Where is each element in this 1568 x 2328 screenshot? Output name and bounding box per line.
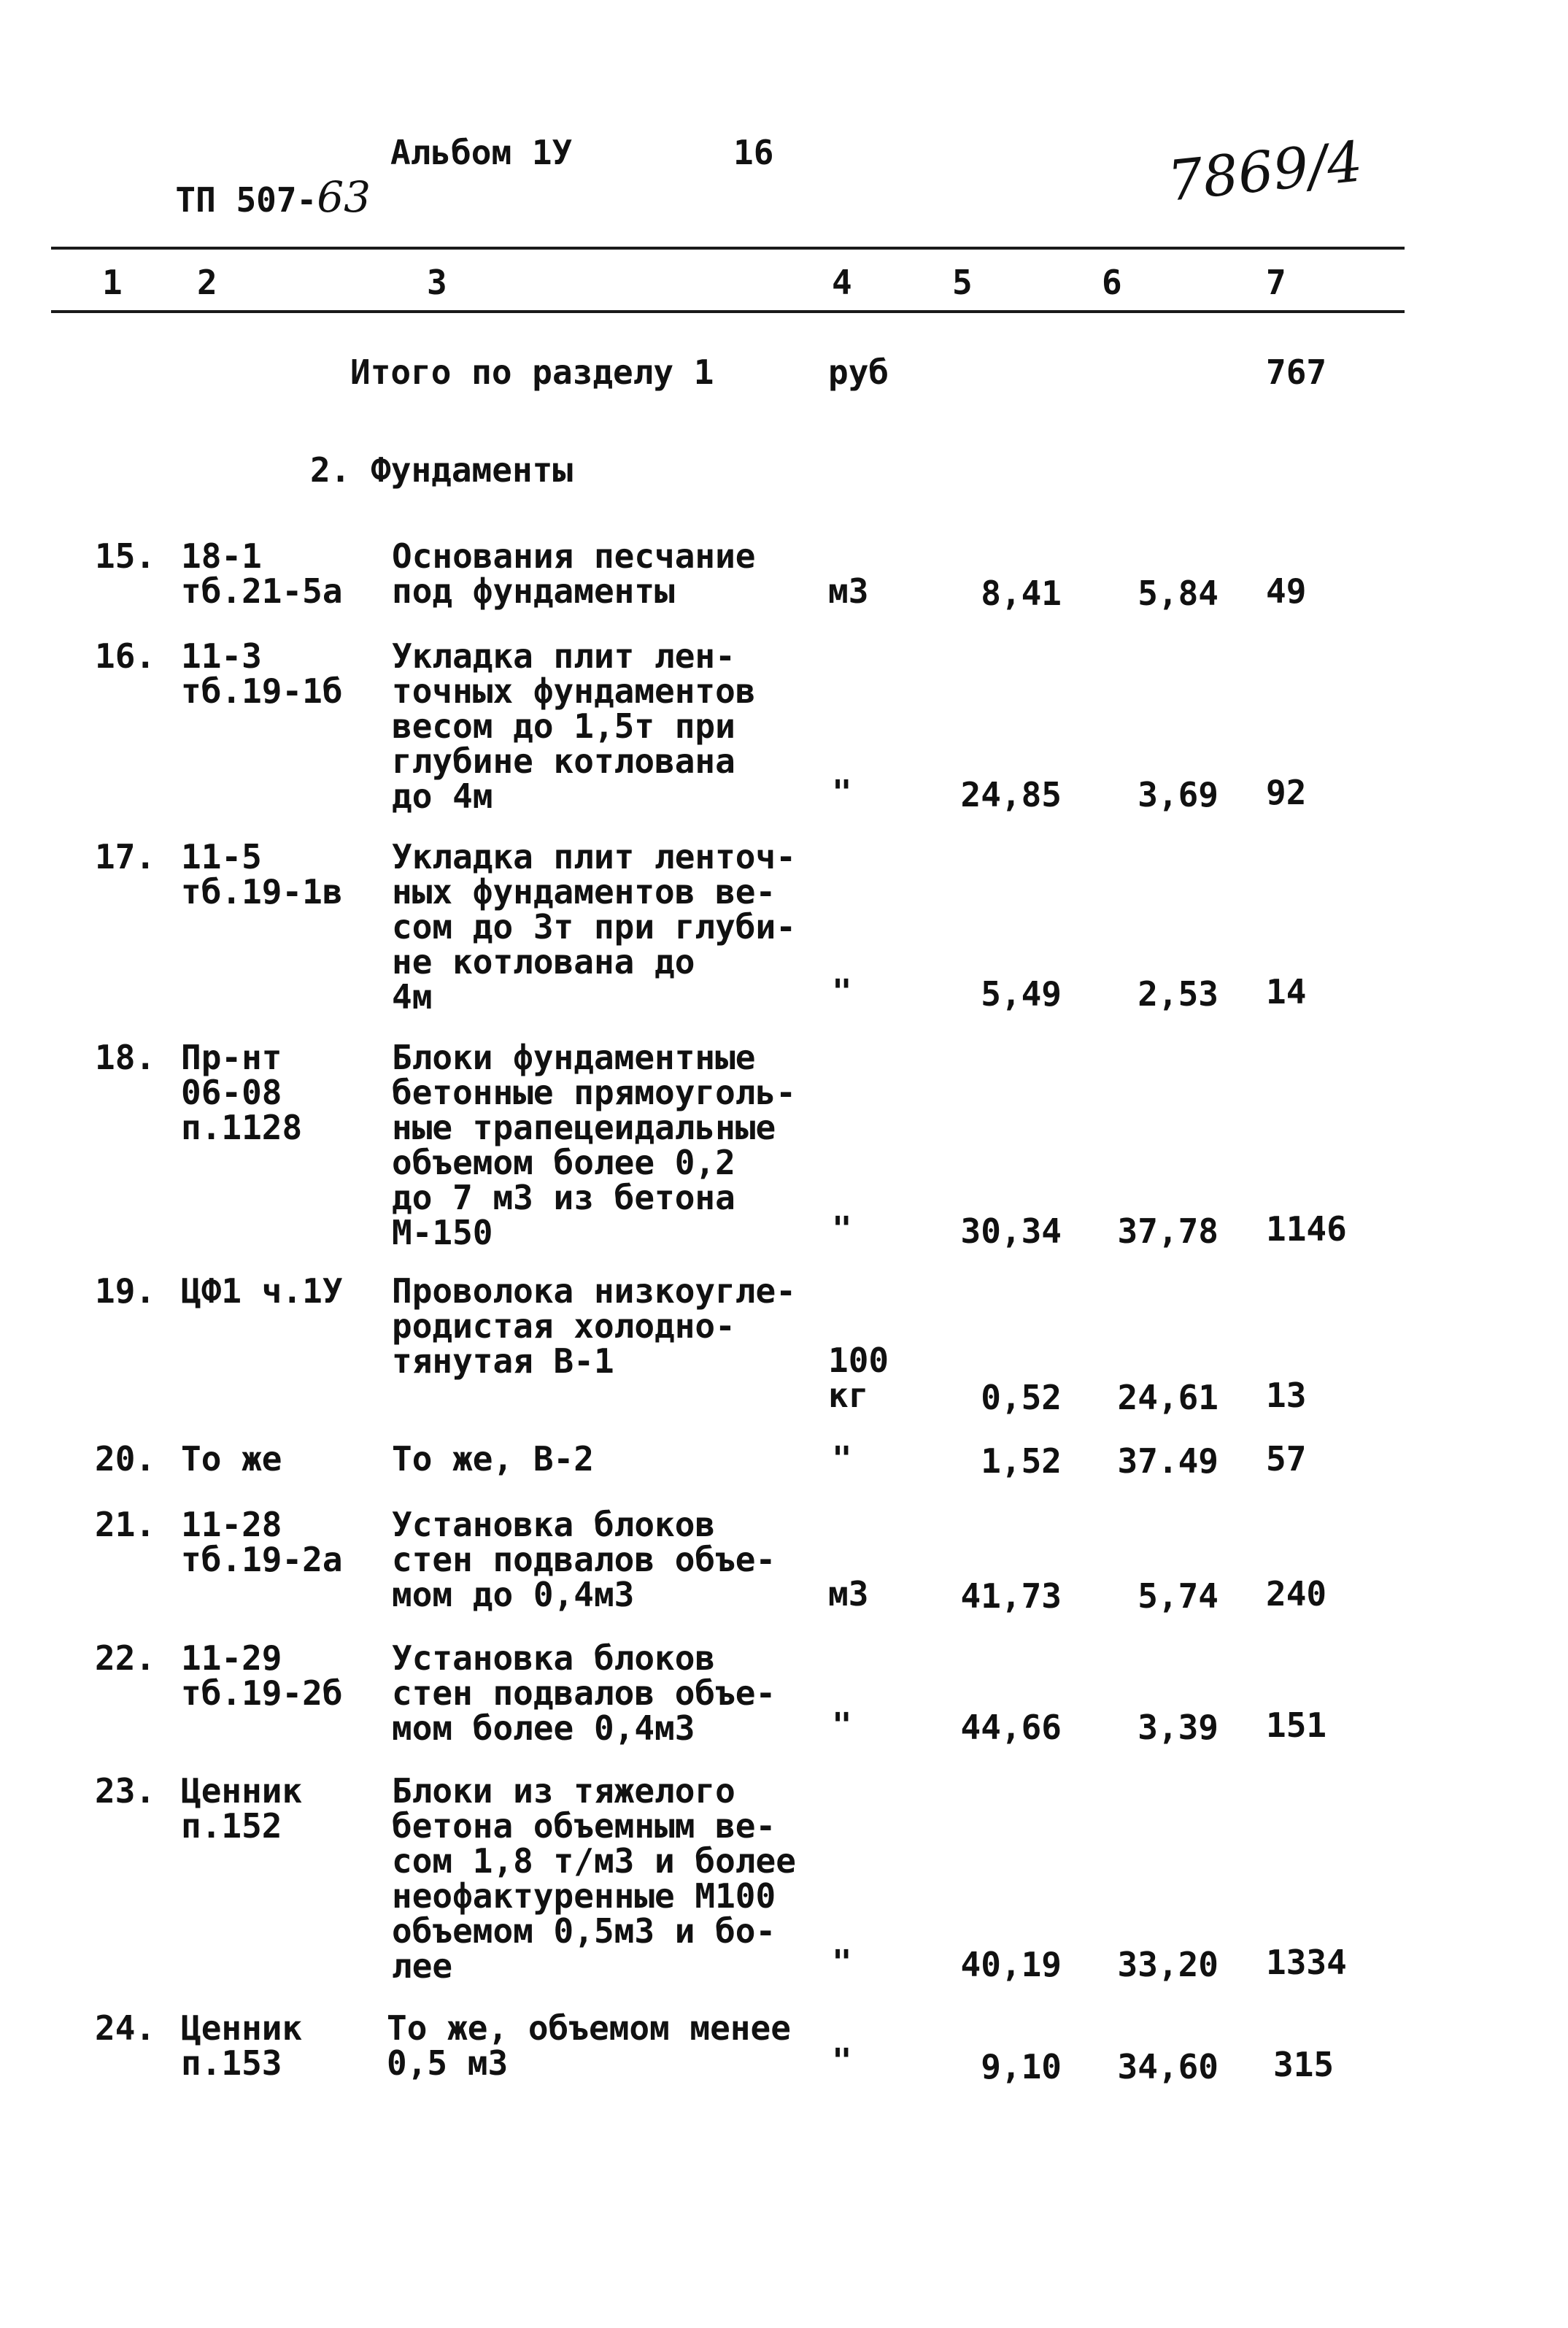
norm-code: 11-28 тб.19-2а bbox=[181, 1505, 343, 1579]
page-number: 16 bbox=[733, 133, 774, 172]
work-description: Укладка плит ленточ- ных фундаментов ве- сом до 3т при глуби- не котлована до 4м bbox=[392, 837, 796, 1017]
work-description: Проволока низкоугле- родистая холодно- тянутая В-1 bbox=[392, 1271, 796, 1381]
unit: " bbox=[832, 1943, 852, 1982]
unit: " bbox=[832, 2041, 852, 2081]
unit-price: 3,69 bbox=[1138, 775, 1219, 814]
row-number: 19. bbox=[95, 1271, 156, 1311]
subtotal-total: 767 bbox=[1266, 352, 1327, 392]
norm-code: 11-29 тб.19-2б bbox=[181, 1638, 343, 1713]
row-number: 15. bbox=[95, 536, 156, 576]
inventory-number-handwritten: 7869/4 bbox=[1165, 128, 1366, 214]
column-number: 6 bbox=[1102, 263, 1122, 302]
subtotal-label: Итого по разделу 1 bbox=[350, 352, 714, 392]
row-total: 92 bbox=[1266, 773, 1307, 812]
unit-price: 33,20 bbox=[1117, 1945, 1219, 1984]
row-number: 20. bbox=[95, 1439, 156, 1479]
top-rule bbox=[51, 247, 1405, 250]
row-number: 24. bbox=[95, 2008, 156, 2048]
norm-code: 11-5 тб.19-1в bbox=[181, 837, 343, 911]
quantity: 8,41 bbox=[981, 574, 1062, 613]
album-label: Альбом 1У bbox=[390, 133, 573, 172]
quantity: 41,73 bbox=[960, 1576, 1062, 1616]
row-total: 240 bbox=[1266, 1574, 1327, 1614]
work-description: То же, В-2 bbox=[392, 1439, 594, 1479]
norm-code: Пр-нт 06-08 п.1128 bbox=[181, 1038, 303, 1147]
work-description: Установка блоков стен подвалов объе- мом до 0,4м3 bbox=[392, 1505, 776, 1614]
section-title: 2. Фундаменты bbox=[310, 450, 573, 490]
unit: м3 bbox=[828, 571, 869, 611]
row-total: 57 bbox=[1266, 1439, 1307, 1479]
work-description: Установка блоков стен подвалов объе- мом более 0,4м3 bbox=[392, 1638, 776, 1748]
quantity: 40,19 bbox=[960, 1945, 1062, 1984]
column-number: 2 bbox=[197, 263, 217, 302]
quantity: 9,10 bbox=[981, 2047, 1062, 2086]
column-number: 3 bbox=[427, 263, 447, 302]
norm-code: 11-3 тб.19-1б bbox=[181, 636, 343, 711]
norm-code: ЦФ1 ч.1У bbox=[181, 1271, 343, 1311]
norm-code: То же bbox=[181, 1439, 282, 1479]
unit-price: 37,78 bbox=[1117, 1211, 1219, 1251]
norm-code: Ценник п.153 bbox=[181, 2008, 303, 2083]
row-number: 16. bbox=[95, 636, 156, 676]
column-number: 5 bbox=[952, 263, 973, 302]
work-description: Блоки из тяжелого бетона объемным ве- сом 1,8 т/м3 и более неофактуренные М100 объемом 0,5м3 и бо- лее bbox=[392, 1771, 796, 1986]
unit: " bbox=[832, 972, 852, 1011]
unit-price: 3,39 bbox=[1138, 1708, 1219, 1747]
unit: " bbox=[832, 1705, 852, 1745]
unit-price: 37.49 bbox=[1117, 1441, 1219, 1481]
row-number: 22. bbox=[95, 1638, 156, 1678]
document-reference bbox=[135, 133, 371, 222]
quantity: 24,85 bbox=[960, 775, 1062, 814]
unit-price: 34,60 bbox=[1117, 2047, 1219, 2086]
document-code: ТП 507- bbox=[175, 180, 317, 220]
row-total: 13 bbox=[1266, 1376, 1307, 1415]
row-total: 1334 bbox=[1266, 1943, 1347, 1982]
unit-price: 5,84 bbox=[1138, 574, 1219, 613]
column-number: 7 bbox=[1266, 263, 1286, 302]
column-number: 4 bbox=[832, 263, 852, 302]
row-number: 23. bbox=[95, 1771, 156, 1811]
work-description: То же, объемом менее 0,5 м3 bbox=[387, 2008, 791, 2083]
row-number: 21. bbox=[95, 1505, 156, 1544]
unit-price: 5,74 bbox=[1138, 1576, 1219, 1616]
norm-code: Ценник п.152 bbox=[181, 1771, 303, 1846]
unit-price: 24,61 bbox=[1117, 1378, 1219, 1417]
quantity: 5,49 bbox=[981, 974, 1062, 1014]
row-total: 49 bbox=[1266, 571, 1307, 611]
unit: " bbox=[832, 773, 852, 812]
row-total: 315 bbox=[1273, 2045, 1335, 2084]
unit: " bbox=[832, 1209, 852, 1249]
row-total: 14 bbox=[1266, 972, 1307, 1011]
work-description: Блоки фундаментные бетонные прямоуголь- ные трапецеидальные объемом более 0,2 до 7 м3 из бетона М-150 bbox=[392, 1038, 796, 1252]
column-number: 1 bbox=[102, 263, 123, 302]
unit: м3 bbox=[828, 1574, 869, 1614]
quantity: 30,34 bbox=[960, 1211, 1062, 1251]
work-description: Укладка плит лен- точных фундаментов весом до 1,5т при глубине котлована до 4м bbox=[392, 636, 756, 816]
row-number: 18. bbox=[95, 1038, 156, 1077]
quantity: 0,52 bbox=[981, 1378, 1062, 1417]
row-total: 151 bbox=[1266, 1705, 1327, 1745]
subtotal-unit: руб bbox=[828, 352, 889, 392]
column-header-rule bbox=[51, 310, 1405, 313]
quantity: 1,52 bbox=[981, 1441, 1062, 1481]
row-number: 17. bbox=[95, 837, 156, 876]
unit: 100 кг bbox=[828, 1341, 889, 1415]
unit: " bbox=[832, 1439, 852, 1479]
norm-code: 18-1 тб.21-5а bbox=[181, 536, 343, 611]
quantity: 44,66 bbox=[960, 1708, 1062, 1747]
handwritten-series: 63 bbox=[317, 172, 371, 222]
work-description: Основания песчание под фундаменты bbox=[392, 536, 756, 611]
unit-price: 2,53 bbox=[1138, 974, 1219, 1014]
row-total: 1146 bbox=[1266, 1209, 1347, 1249]
